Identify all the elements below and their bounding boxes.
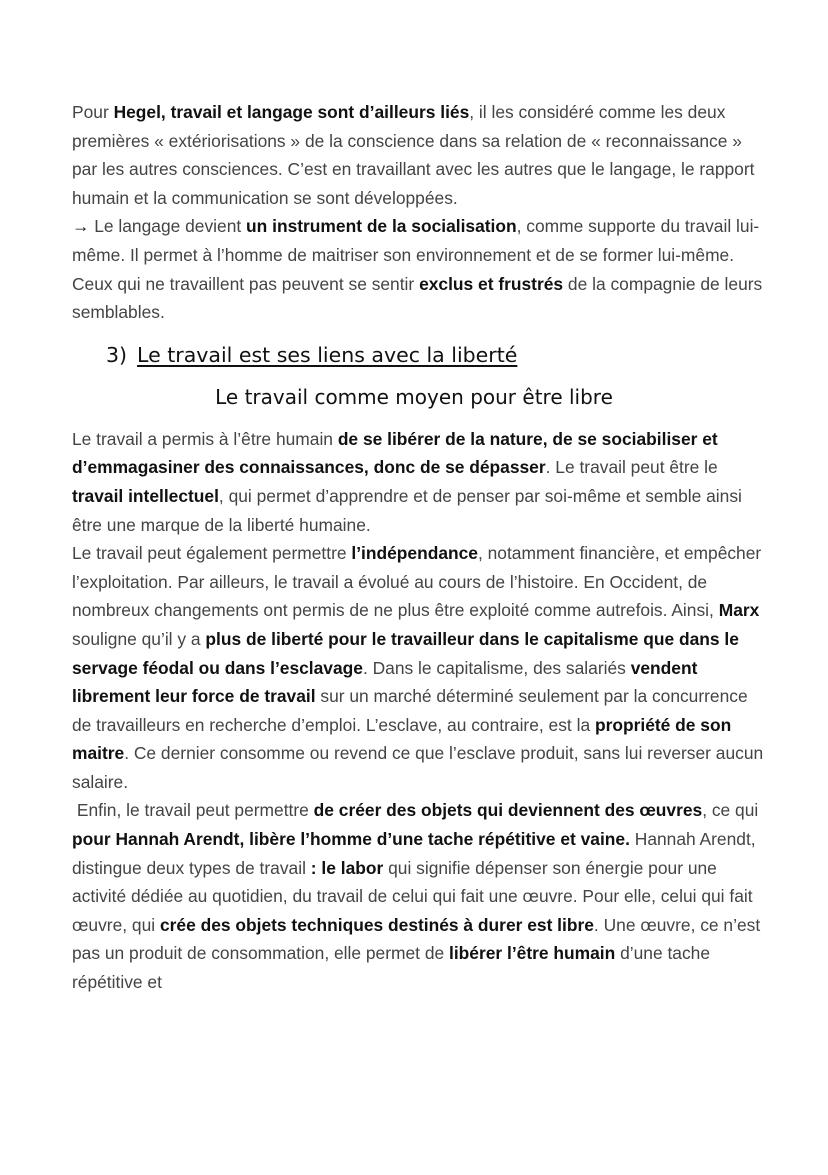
text-run: souligne qu’il y a xyxy=(72,600,765,649)
text-run: d’une tache répétitive et xyxy=(72,943,715,993)
bold-text: exclus et frustrés xyxy=(419,273,564,294)
text-run: . Dans le capitalisme, des salariés xyxy=(362,657,631,678)
bold-text: pour Hannah Arendt, libère l’homme d’une tache répétitive et vaine. xyxy=(72,829,630,850)
text-run: , il les considéré comme les deux premières « extériorisations » de la conscience dans sa relation de « reconnaissance » par les autres consciences. C’est en travaillant avec les autres que le langage, le rapport humain et la communication se sont développées. xyxy=(72,102,760,208)
paragraph-langage-socialisation xyxy=(72,212,768,326)
paragraph-langage-text xyxy=(72,216,767,322)
arrow-right-icon: → xyxy=(72,216,90,237)
text-run: Enfin, le travail peut permettre xyxy=(72,800,314,821)
text-run: de la compagnie de leurs semblables. xyxy=(72,273,768,323)
bold-text: : le labor xyxy=(310,857,384,878)
text-run: Le travail peut également permettre xyxy=(72,543,352,564)
text-run: sur un marché déterminé seulement par la concurrence de travailleurs en recherche d’emploi. L’esclave, au contraire, est la xyxy=(72,686,753,735)
section-heading xyxy=(106,339,768,371)
section-number: 3) xyxy=(106,342,128,367)
bold-text: l’indépendance xyxy=(351,543,478,564)
bold-text: vendent librement leur force de travail xyxy=(72,657,703,707)
bold-text: travail intellectuel xyxy=(72,485,219,506)
bold-text: libérer l’être humain xyxy=(449,943,616,964)
bold-text: Marx xyxy=(718,600,760,621)
text-run: , notamment financière, et empêcher l’exploitation. Par ailleurs, le travail a évolué au cours de l’histoire. En Occident, de nombreux changements ont permis de ne plus être exploité comme autrefois. Ainsi, xyxy=(72,543,767,621)
text-run: , comme supporte du travail lui-même. Il permet à l’homme de maitriser son environnement et de se former lui-même. Ceux qui ne travaillent pas peuvent se sentir xyxy=(72,216,760,294)
text-run: Le langage devient xyxy=(89,216,247,237)
section-title: Le travail est ses liens avec la liberté xyxy=(137,342,518,367)
text-run: Pour xyxy=(72,102,114,122)
text-run: qui signifie dépenser son énergie pour une activité dédiée au quotidien, du travail de celui qui fait une œuvre. Pour elle, celui qui fait œuvre, qui xyxy=(72,857,758,935)
text-run: , qui permet d’apprendre et de penser par soi-même et semble ainsi être une marque de la liberté humaine. xyxy=(72,485,747,535)
text-run: Le travail a permis à l’être humain xyxy=(72,428,338,449)
paragraph-liberation xyxy=(72,425,768,539)
bold-text: de se libérer de la nature, de se sociabiliser et d’emmagasiner des connaissances, donc de se dépasser xyxy=(72,428,723,478)
bold-text: un instrument de la socialisation xyxy=(246,216,517,237)
paragraph-independance xyxy=(72,539,768,796)
text-run: . Ce dernier consomme ou revend ce que l’esclave produit, sans lui reverser aucun salaire. xyxy=(72,743,768,792)
paragraph-arendt xyxy=(72,796,768,996)
bold-text: Hegel, travail et langage sont d’ailleurs liés xyxy=(113,102,470,122)
text-run: . Le travail peut être le xyxy=(545,457,723,478)
text-run: . Une œuvre, ce n’est pas un produit de consommation, elle permet de xyxy=(72,914,766,964)
paragraph-hegel xyxy=(72,98,768,212)
bold-text: de créer des objets qui deviennent des œuvres xyxy=(313,800,703,821)
text-run: , ce qui xyxy=(702,800,764,821)
text-run: Hannah Arendt, distingue deux types de travail xyxy=(72,829,761,878)
section-subtitle: Le travail comme moyen pour être libre xyxy=(215,384,613,409)
bold-text: plus de liberté pour le travailleur dans le capitalisme que dans le servage féodal ou dans l’esclavage xyxy=(72,628,744,678)
bold-text: propriété de son maitre xyxy=(72,714,737,764)
bold-text: crée des objets techniques destinés à durer est libre xyxy=(159,914,594,935)
